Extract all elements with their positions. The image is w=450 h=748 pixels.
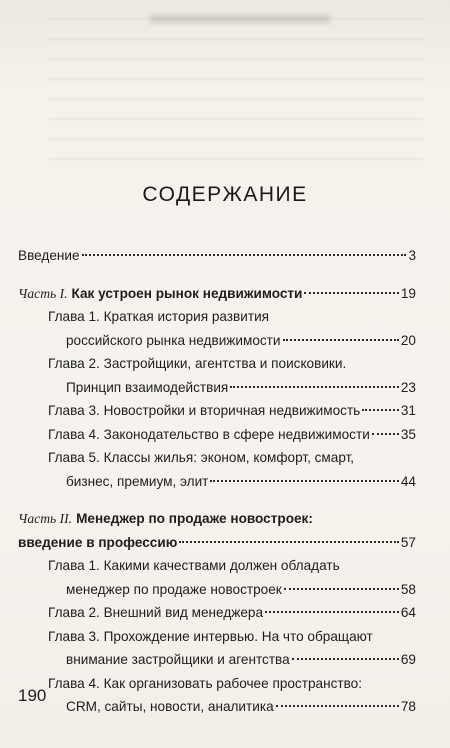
toc-page-number: 3 bbox=[408, 248, 416, 263]
page-number: 190 bbox=[18, 686, 47, 705]
chapter-text: Глава 2. Внешний вид менеджера bbox=[48, 605, 264, 620]
chapter-text: Глава 1. Краткая история развития bbox=[48, 309, 270, 324]
chapter-text: Принцип взаимодействия bbox=[66, 379, 229, 395]
toc-chapter bbox=[18, 329, 416, 353]
chapter-text: Глава 3. Новостройки и вторичная недвижимость bbox=[48, 403, 361, 418]
dot-leader bbox=[284, 575, 399, 589]
table-of-contents bbox=[18, 244, 416, 719]
chapter-text: Глава 1. Какими качествами должен обладать bbox=[48, 558, 340, 573]
toc-page-number: 23 bbox=[400, 379, 416, 395]
dot-leader bbox=[362, 397, 399, 411]
dot-leader bbox=[292, 646, 399, 660]
toc-chapter bbox=[18, 648, 416, 672]
toc-chapter bbox=[18, 470, 416, 494]
part-label: Часть II. bbox=[18, 511, 73, 526]
chapter-text: Глава 4. Законодательство в сфере недвижимости bbox=[48, 426, 370, 442]
dot-leader bbox=[265, 599, 399, 613]
chapter-text: бизнес, премиум, элит bbox=[66, 473, 209, 489]
toc-page-number: 78 bbox=[400, 699, 416, 714]
toc-chapter bbox=[18, 578, 416, 602]
toc-part-2-title bbox=[18, 507, 416, 531]
part-label: Часть I. bbox=[18, 285, 68, 301]
toc-part-2 bbox=[18, 531, 416, 555]
part-title: введение в профессию bbox=[18, 534, 178, 550]
toc-chapter bbox=[18, 601, 416, 625]
toc-chapter bbox=[18, 376, 416, 400]
toc-chapter bbox=[18, 695, 416, 719]
chapter-text: российского рынка недвижимости bbox=[66, 332, 281, 348]
dot-leader bbox=[179, 528, 399, 542]
bleed-through-text bbox=[48, 18, 424, 168]
part-title: Как устроен рынок недвижимости bbox=[71, 285, 303, 301]
toc-page-number: 19 bbox=[400, 285, 416, 301]
chapter-text: CRM, сайты, новости, аналитика bbox=[66, 699, 274, 714]
toc-chapter bbox=[18, 399, 416, 423]
part-title: Менеджер по продаже новостроек: bbox=[76, 511, 313, 526]
toc-page-number: 64 bbox=[400, 605, 416, 620]
toc-page-number: 44 bbox=[400, 473, 416, 489]
chapter-text: Глава 2. Застройщики, агентства и поисковики. bbox=[48, 356, 347, 371]
toc-entry-intro bbox=[18, 244, 416, 268]
dot-leader bbox=[276, 693, 399, 707]
dot-leader bbox=[230, 373, 399, 387]
toc-page-number: 31 bbox=[400, 403, 416, 418]
toc-part-1 bbox=[18, 282, 416, 306]
chapter-text: менеджер по продаже новостроек bbox=[66, 581, 282, 597]
dot-leader bbox=[210, 467, 398, 481]
dot-leader bbox=[82, 242, 407, 256]
toc-page-number: 58 bbox=[400, 581, 416, 597]
dot-leader bbox=[304, 279, 398, 293]
page-title: СОДЕРЖАНИЕ bbox=[142, 183, 308, 206]
chapter-text: внимание застройщики и агентства bbox=[66, 652, 290, 667]
toc-page-number: 35 bbox=[400, 426, 416, 442]
toc-entry-label: Введение bbox=[18, 248, 80, 263]
chapter-text: Глава 3. Прохождение интервью. На что обращают bbox=[48, 628, 373, 644]
dot-leader bbox=[283, 326, 399, 340]
toc-page-number: 69 bbox=[400, 652, 416, 667]
chapter-text: Глава 5. Классы жилья: эконом, комфорт, смарт, bbox=[48, 450, 355, 465]
chapter-text: Глава 4. Как организовать рабочее пространство: bbox=[48, 675, 363, 691]
toc-page-number: 20 bbox=[400, 332, 416, 348]
dot-leader bbox=[372, 420, 399, 434]
toc-chapter bbox=[18, 423, 416, 447]
toc-page-number: 57 bbox=[400, 534, 416, 550]
